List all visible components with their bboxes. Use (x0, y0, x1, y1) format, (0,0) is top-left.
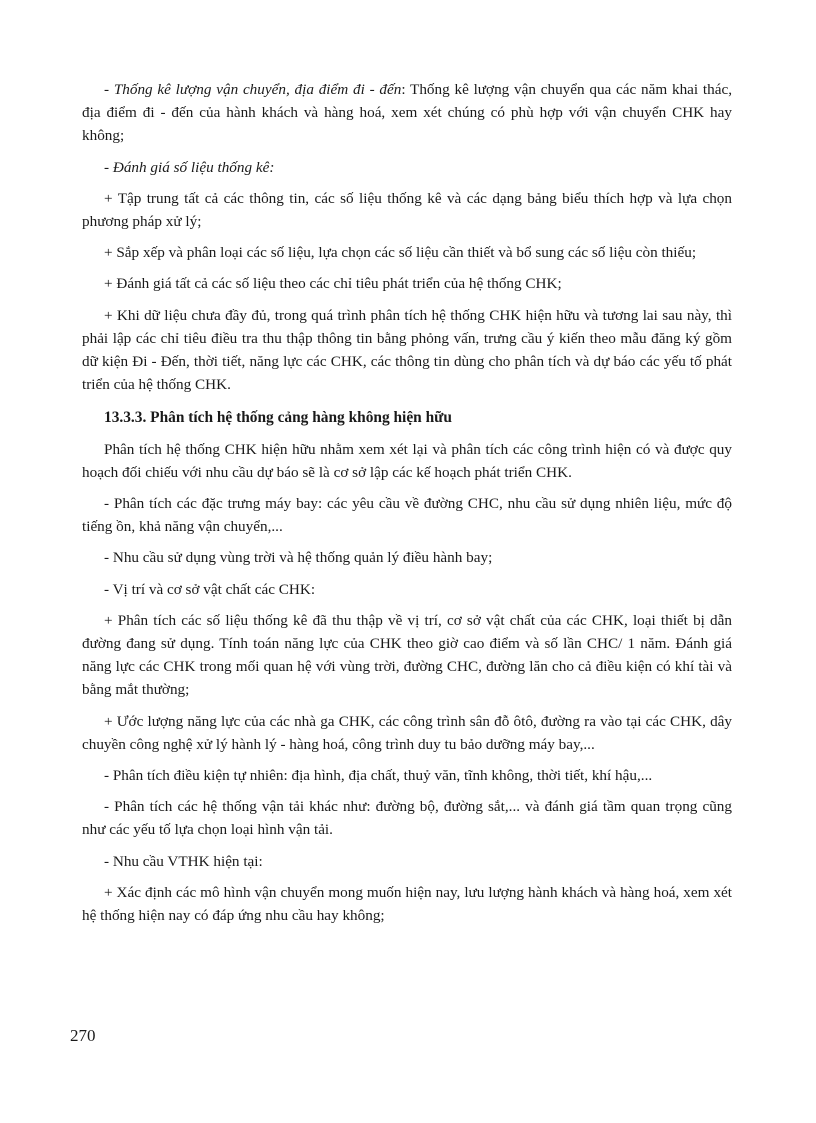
paragraph-natural-conditions: - Phân tích điều kiện tự nhiên: địa hình, địa chất, thuỷ văn, tĩnh không, thời tiết, khí hậu,... (104, 767, 653, 785)
paragraph-location-analysis: + Phân tích các số liệu thống kê đã thu thập về vị trí, cơ sở vật chất của các CHK, loại thiết bị dẫn đường đang sử dụng. Tính toán năng lực của CHK theo giờ cao điểm và số lần CHC/ 1 năm. Đánh giá năng lực các CHK trong mối quan hệ với vùng trời, đường CHC, đường lăn cho cả điều kiện có khí tài và bằng mắt thường; (82, 611, 732, 699)
paragraph-incomplete-data: + Khi dữ liệu chưa đầy đủ, trong quá trình phân tích hệ thống CHK hiện hữu và tương lai sau này, thì phải lập các chỉ tiêu điều tra thu thập thông tin bằng phỏng vấn, trưng cầu ý kiến theo mẫu đăng ký gồm dữ kiện Đi - Đến, thời tiết, năng lực các CHK, các thông tin dùng cho phân tích và dự báo các yếu tố phát triển của hệ thống CHK. (82, 306, 732, 394)
paragraph-demand-models: + Xác định các mô hình vận chuyển mong muốn hiện nay, lưu lượng hành khách và hàng hoá, xem xét hệ thống hiện nay có đáp ứng nhu cầu hay không; (82, 883, 732, 925)
paragraph-airspace: - Nhu cầu sử dụng vùng trời và hệ thống quản lý điều hành bay; (104, 549, 493, 567)
paragraph-sort-data: + Sắp xếp và phân loại các số liệu, lựa chọn các số liệu cần thiết và bổ sung các số liệu còn thiếu; (104, 244, 697, 262)
paragraph-collect-info: + Tập trung tất cả các thông tin, các số liệu thống kê và các dạng bảng biểu thích hợp và lựa chọn phương pháp xử lý; (82, 189, 732, 231)
paragraph-intro: Phân tích hệ thống CHK hiện hữu nhằm xem xét lại và phân tích các công trình hiện có và được quy hoạch đối chiếu với nhu cầu dự báo sẽ là cơ sở lập các kế hoạch phát triển CHK. (82, 440, 732, 481)
paragraph-transport-systems: - Phân tích các hệ thống vận tải khác như: đường bộ, đường sắt,... và đánh giá tầm quan trọng cũng như các yếu tố lựa chọn loại hình vận tải. (82, 798, 732, 839)
paragraph-aircraft: - Phân tích các đặc trưng máy bay: các yêu cầu về đường CHC, nhu cầu sử dụng nhiên liệu, mức độ tiếng ồn, khả năng vận chuyển,... (82, 495, 732, 536)
paragraph-evaluate-stats: - Đánh giá số liệu thống kê: (104, 158, 275, 176)
section-heading: 13.3.3. Phân tích hệ thống cảng hàng không hiện hữu (104, 409, 452, 427)
paragraph-transport-stats (82, 78, 732, 148)
paragraph-demand: - Nhu cầu VTHK hiện tại: (104, 852, 263, 870)
paragraph-location: - Vị trí và cơ sở vật chất các CHK: (104, 580, 316, 598)
page-body (82, 78, 732, 935)
paragraph-terminal-capacity: + Ước lượng năng lực của các nhà ga CHK, các công trình sân đỗ ôtô, đường ra vào tại các CHK, dây chuyền công nghệ xử lý hành lý - hàng hoá, công trình duy tu bảo dưỡng máy bay,... (82, 712, 732, 753)
paragraph-text: : Thống kê lượng vận chuyển qua các năm khai thác, địa điểm đi - đến của hành khách và hàng hoá, xem xét chúng có phù hợp với vận chuyển CHK hay không; (82, 81, 732, 145)
paragraph-evaluate-data: + Đánh giá tất cả các số liệu theo các chỉ tiêu phát triển của hệ thống CHK; (104, 275, 562, 293)
page-number: 270 (70, 1026, 96, 1045)
paragraph-title: - Thống kê lượng vận chuyển, địa điểm đi - đến (104, 81, 402, 98)
